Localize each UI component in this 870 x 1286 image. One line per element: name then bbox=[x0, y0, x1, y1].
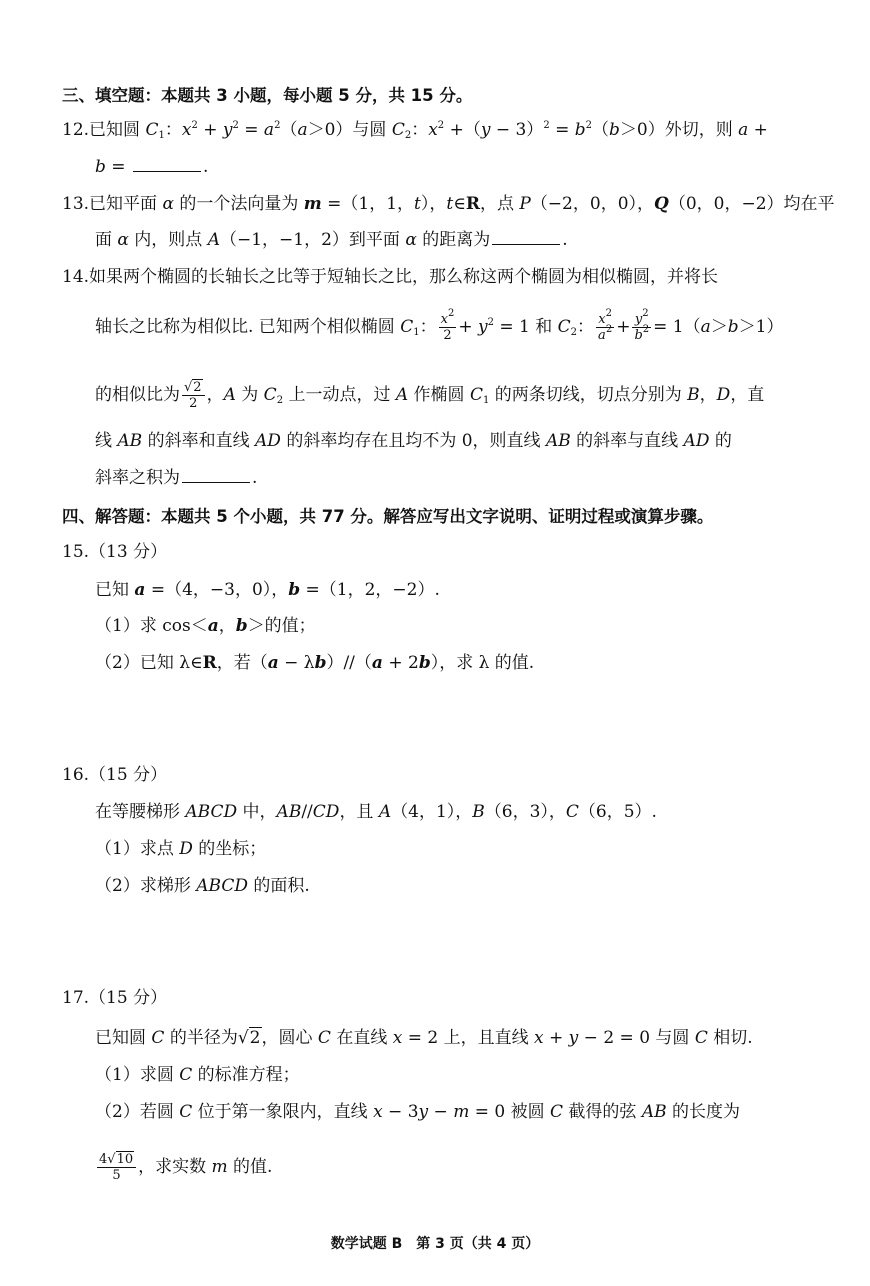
q14-line-5: 斜率之积为 . bbox=[95, 468, 258, 488]
q12-line-1: 12.已知圆 $C_1$：$x^2 + y^2 = a^2(a>0)$与圆 $C_2$：$x^2 +(y - 3)^2 = b^2(b>0)$外切，则 a + bbox=[62, 120, 768, 141]
q13-line-1: 13.已知平面 α 的一个法向量为 m =（1，1，t），t∈R，点 P（−2，0，0），Q（0，0，−2）均在平 bbox=[62, 194, 835, 214]
q16-header: 16.（15 分） bbox=[62, 765, 168, 785]
answer-blank bbox=[182, 466, 250, 483]
q14-line-1: 14.如果两个椭圆的长轴长之比等于短轴长之比，那么称这两个椭圆为相似椭圆，并将长 bbox=[62, 267, 719, 287]
answer-blank bbox=[492, 228, 560, 245]
q16-stem: 在等腰梯形 ABCD 中，AB//CD，且 A（4，1），B（6，3），C（6，5）. bbox=[95, 802, 657, 822]
q14-line-3: 的相似比为 $\frac{√2}{2}$ ，A 为 $C_2$ 上一动点，过 A 作椭圆 $C_1$ 的两条切线，切点分别为 B，D，直 bbox=[95, 380, 765, 411]
q15-stem: 已知 a =（4，−3，0），b =（1，2，−2）. bbox=[95, 580, 440, 600]
q12-line-2: b = . bbox=[95, 157, 209, 177]
q16-part-1: （1）求点 D 的坐标； bbox=[95, 839, 267, 859]
q15-part-2: （2）已知 λ∈R，若（a − λb）//（a + 2b），求 λ 的值. bbox=[95, 653, 535, 673]
q15-header: 15.（13 分） bbox=[62, 542, 168, 562]
q14-line-2: 轴长之比称为相似比. 已知两个相似椭圆 $C_1$： $\frac{x^2}{2}$ + $y^2 = 1$ 和 $C_2$： $\frac{x^2}{a^2}$ + $\frac{y^2}{b^2}$ = 1（a＞b＞1） bbox=[95, 308, 784, 343]
q14-line-4: 线 AB 的斜率和直线 AD 的斜率均存在且均不为 0，则直线 AB 的斜率与直线 AD 的 bbox=[95, 431, 732, 451]
page-footer: 数学试题 B 第 3 页（共 4 页） bbox=[330, 1236, 540, 1252]
section-3-title: 三、填空题：本题共 3 小题，每小题 5 分，共 15 分。 bbox=[62, 86, 473, 105]
section-4-title: 四、解答题：本题共 5 个小题，共 77 分。解答应写出文字说明、证明过程或演算步骤。 bbox=[62, 507, 714, 526]
q16-part-2: （2）求梯形 ABCD 的面积. bbox=[95, 876, 310, 896]
q17-stem: 已知圆 C 的半径为√2，圆心 C 在直线 x = 2 上，且直线 x + y − 2 = 0 与圆 C 相切. bbox=[95, 1028, 753, 1048]
q17-part-2-line-1: （2）若圆 C 位于第一象限内，直线 x − 3y − m = 0 被圆 C 截得的弦 AB 的长度为 bbox=[95, 1102, 741, 1122]
q15-part-1: （1）求 cos＜a，b＞的值； bbox=[95, 616, 316, 636]
q17-part-1: （1）求圆 C 的标准方程； bbox=[95, 1065, 300, 1085]
q17-header: 17.（15 分） bbox=[62, 988, 168, 1008]
q13-line-2: 面 α 内，则点 A（−1，−1，2）到平面 α 的距离为 . bbox=[95, 230, 568, 250]
answer-blank bbox=[133, 155, 201, 172]
q17-part-2-line-2: $\frac{4√10}{5}$ ，求实数 m 的值. bbox=[99, 1152, 273, 1183]
